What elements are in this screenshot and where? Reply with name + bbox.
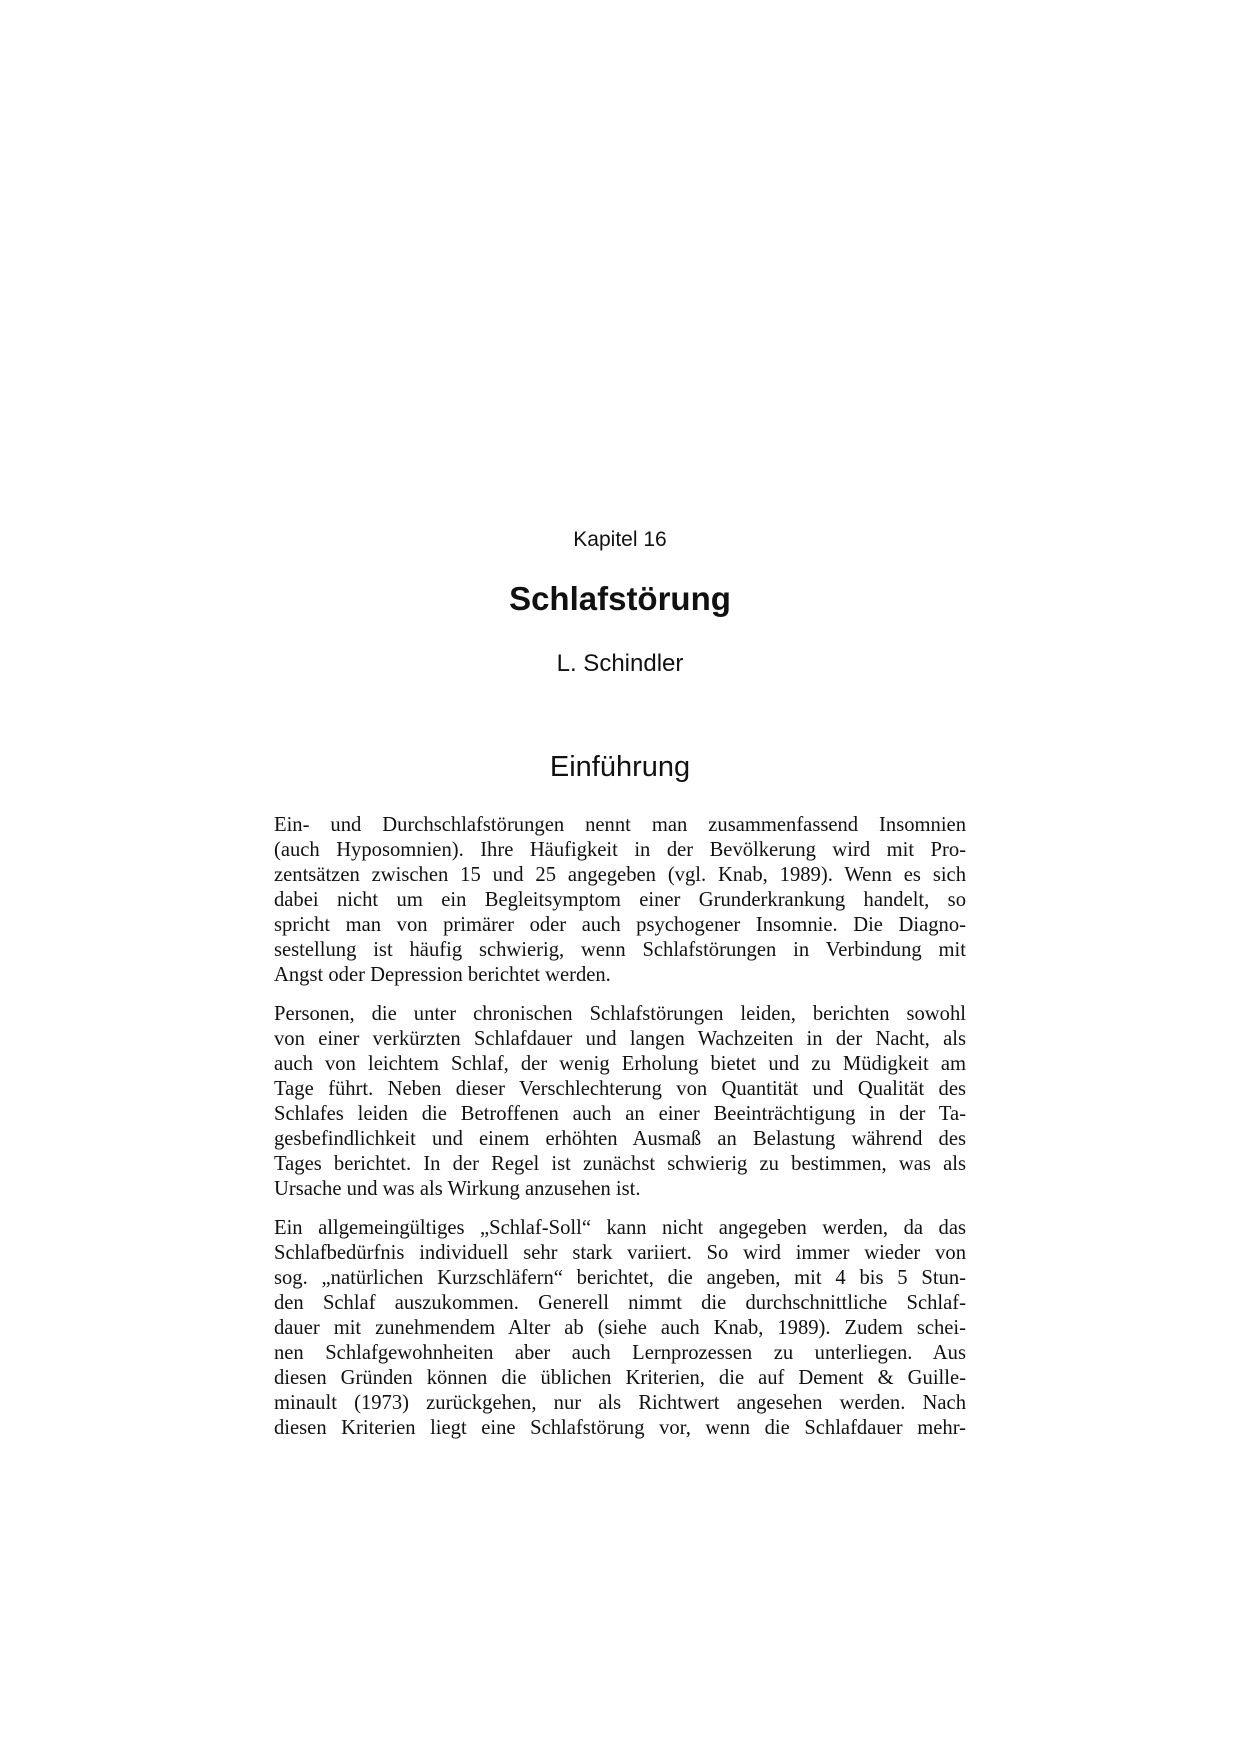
text-line: Ein allgemeingültiges „Schlaf-Soll“ kann nicht angegeben werden, da das	[274, 1217, 966, 1239]
text-line: sestellung ist häufig schwierig, wenn Schlafstörungen in Verbindung mit	[274, 939, 966, 961]
text-line: auch von leichtem Schlaf, der wenig Erholung bietet und zu Müdigkeit am	[274, 1053, 966, 1075]
paragraph	[274, 1002, 966, 1202]
text-line: Ursache und was als Wirkung anzusehen ist.	[274, 1178, 641, 1200]
paragraph	[274, 813, 966, 988]
text-line: diesen Kriterien liegt eine Schlafstörung vor, wenn die Schlafdauer mehr-	[274, 1417, 966, 1439]
text-line: (auch Hyposomnien). Ihre Häufigkeit in der Bevölkerung wird mit Pro-	[274, 839, 966, 861]
text-line: Personen, die unter chronischen Schlafstörungen leiden, berichten sowohl	[274, 1003, 966, 1025]
text-line: Angst oder Depression berichtet werden.	[274, 964, 611, 986]
text-line: Tage führt. Neben dieser Verschlechterung von Quantität und Qualität des	[274, 1078, 966, 1100]
text-line: spricht man von primärer oder auch psychogener Insomnie. Die Diagno-	[274, 914, 966, 936]
text-line: zentsätzen zwischen 15 und 25 angegeben (vgl. Knab, 1989). Wenn es sich	[274, 864, 966, 886]
chapter-title: Schlafstörung	[509, 580, 731, 617]
text-line: gesbefindlichkeit und einem erhöhten Ausmaß an Belastung während des	[274, 1128, 966, 1150]
body-text	[274, 813, 966, 1455]
text-line: den Schlaf auszukommen. Generell nimmt die durchschnittliche Schlaf-	[274, 1292, 966, 1314]
text-line: nen Schlafgewohnheiten aber auch Lernprozessen zu unterliegen. Aus	[274, 1342, 966, 1364]
text-line: Schlafbedürfnis individuell sehr stark variiert. So wird immer wieder von	[274, 1242, 966, 1264]
text-line: minault (1973) zurückgehen, nur als Richtwert angesehen werden. Nach	[274, 1392, 966, 1414]
text-line: Tages berichtet. In der Regel ist zunächst schwierig zu bestimmen, was als	[274, 1153, 966, 1175]
section-heading: Einführung	[549, 751, 691, 783]
chapter-label: Kapitel 16	[573, 528, 667, 551]
text-line: dabei nicht um ein Begleitsymptom einer Grunderkrankung handelt, so	[274, 889, 966, 911]
text-line: sog. „natürlichen Kurzschläfern“ berichtet, die angeben, mit 4 bis 5 Stun-	[274, 1267, 966, 1289]
text-line: Ein- und Durchschlafstörungen nennt man zusammenfassend Insomnien	[274, 814, 966, 836]
paragraph	[274, 1216, 966, 1441]
text-line: Schlafes leiden die Betroffenen auch an einer Beeinträchtigung in der Ta-	[274, 1103, 966, 1125]
text-line: diesen Gründen können die üblichen Kriterien, die auf Dement & Guille-	[274, 1367, 966, 1389]
text-line: von einer verkürzten Schlafdauer und langen Wachzeiten in der Nacht, als	[274, 1028, 966, 1050]
author-name: L. Schindler	[556, 650, 684, 677]
text-line: dauer mit zunehmendem Alter ab (siehe auch Knab, 1989). Zudem schei-	[274, 1317, 966, 1339]
